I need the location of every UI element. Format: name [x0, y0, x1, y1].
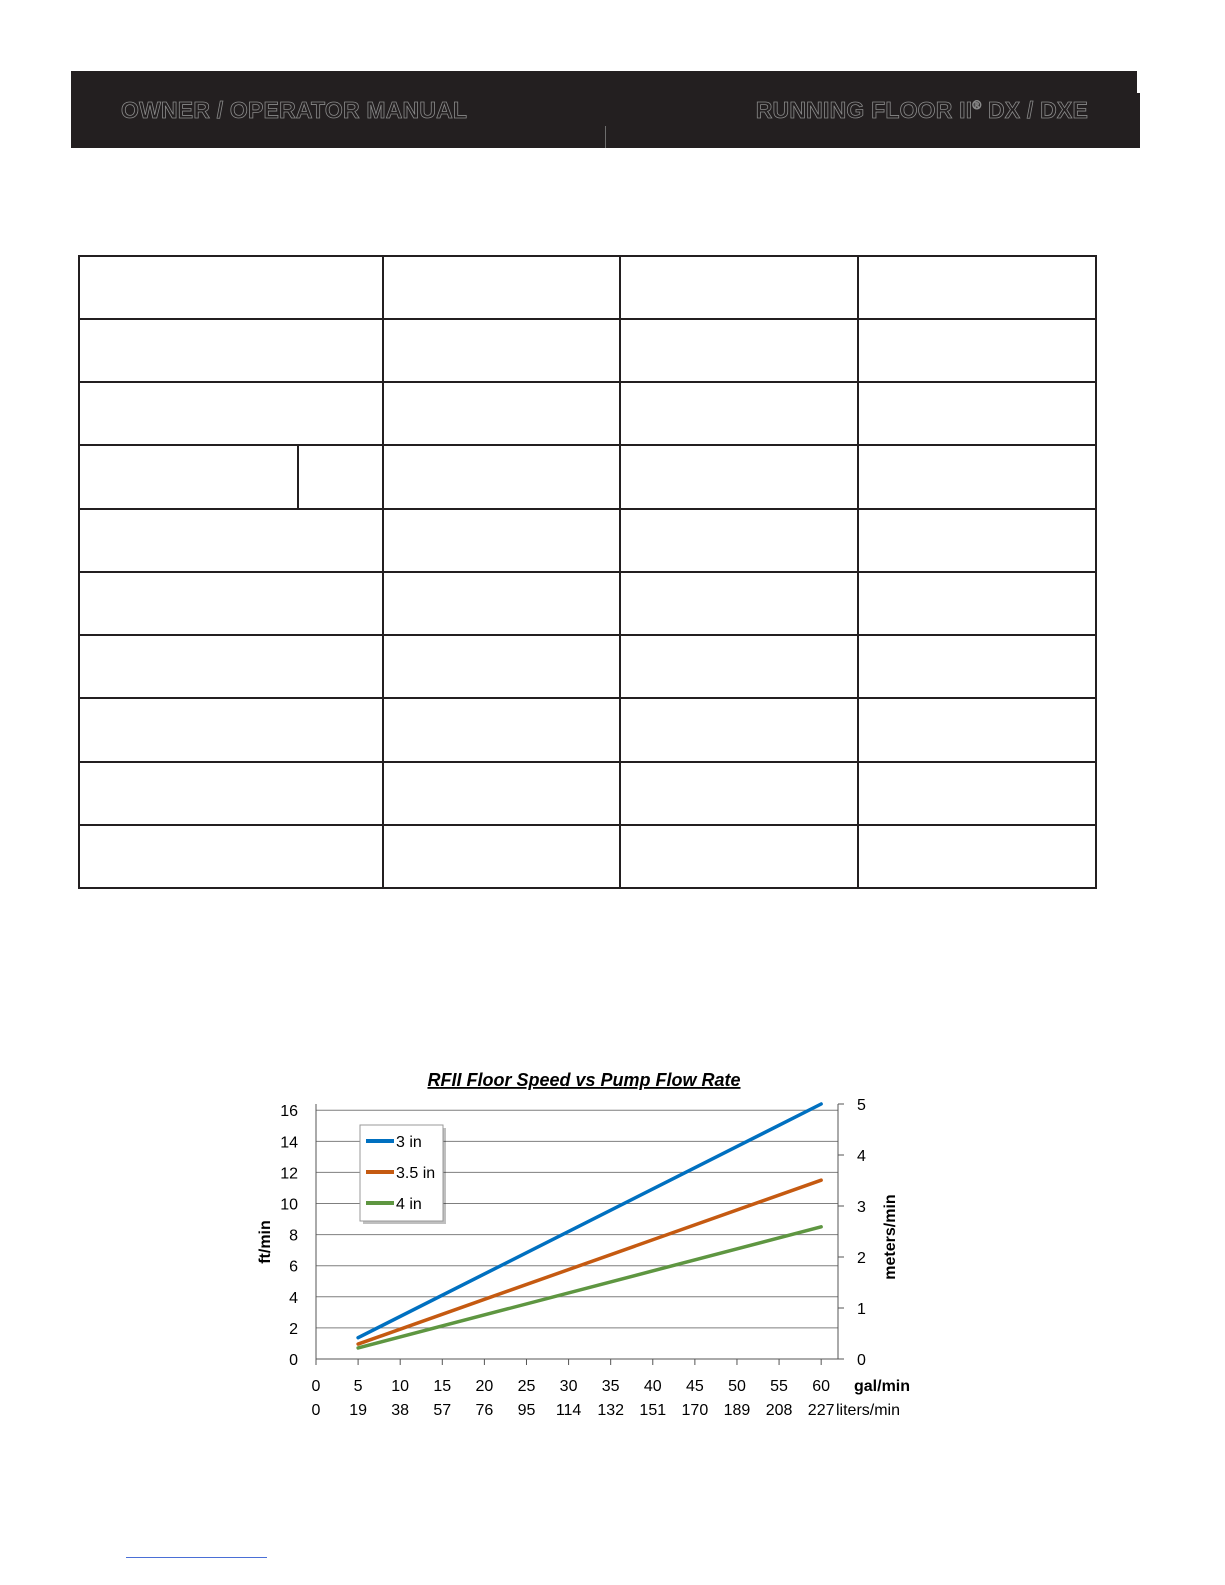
y-tick-label: 12 — [280, 1165, 298, 1183]
x2-tick-label: 132 — [597, 1402, 625, 1419]
x2-tick-label: 38 — [391, 1402, 410, 1419]
y2-axis-title: meters/min — [882, 1194, 899, 1280]
x2-tick-label: 189 — [723, 1402, 751, 1419]
x-tick-label: 10 — [391, 1378, 410, 1395]
x2-tick-label: 95 — [517, 1402, 536, 1419]
x-tick-label: 0 — [311, 1378, 321, 1395]
y-tick-label: 6 — [289, 1258, 298, 1276]
x-tick-label: 35 — [601, 1378, 620, 1395]
x-tick-label: 40 — [643, 1378, 662, 1395]
y-tick-label: 2 — [289, 1320, 298, 1338]
x-tick-label: 25 — [517, 1378, 536, 1395]
chart-title: RFII Floor Speed vs Pump Flow Rate — [427, 1070, 741, 1090]
x-tick-label: 50 — [728, 1378, 746, 1395]
x2-tick-label: 208 — [765, 1402, 793, 1419]
x2-tick-label: 76 — [475, 1402, 494, 1419]
y2-tick-label: 2 — [857, 1250, 866, 1267]
legend-label-1: 3 in — [396, 1134, 422, 1151]
x-tick-label: 5 — [353, 1378, 363, 1395]
y-axis-title: ft/min — [257, 1220, 274, 1264]
x2-tick-label: 0 — [311, 1402, 321, 1419]
y2-tick-label: 4 — [857, 1148, 866, 1165]
y-tick-label: 8 — [289, 1227, 298, 1245]
x-tick-label: 20 — [475, 1378, 494, 1395]
x2-tick-label: 170 — [681, 1402, 709, 1419]
y-tick-label: 4 — [289, 1289, 298, 1307]
x-axis-title: gal/min — [854, 1378, 911, 1395]
manual-title: OWNER / OPERATOR MANUAL — [121, 97, 468, 123]
y2-tick-label: 3 — [857, 1199, 866, 1216]
x2-tick-label: 227 — [807, 1402, 835, 1419]
y-tick-label: 16 — [280, 1103, 298, 1121]
series-line-3 — [358, 1227, 821, 1348]
x-tick-label: 60 — [812, 1378, 831, 1395]
y2-tick-label: 5 — [857, 1097, 866, 1114]
y2-tick-label: 0 — [857, 1352, 866, 1369]
y-tick-label: 14 — [280, 1134, 298, 1152]
x-tick-label: 55 — [770, 1378, 788, 1395]
y-tick-label: 0 — [289, 1352, 298, 1369]
x-tick-label: 45 — [685, 1378, 704, 1395]
legend-label-2: 3.5 in — [396, 1165, 436, 1182]
legend-label-3: 4 in — [396, 1196, 422, 1213]
y-tick-label: 10 — [280, 1196, 298, 1214]
footer-link-underline — [126, 1557, 267, 1558]
x2-axis-title: liters/min — [836, 1402, 901, 1419]
product-title: RUNNING FLOOR II® DX / DXE — [755, 97, 1088, 123]
x-tick-label: 15 — [433, 1378, 452, 1395]
registered-mark: ® — [972, 98, 982, 112]
x2-tick-label: 19 — [349, 1402, 367, 1419]
x2-tick-label: 151 — [639, 1402, 667, 1419]
x2-tick-label: 57 — [433, 1402, 452, 1419]
y2-tick-label: 1 — [857, 1301, 866, 1318]
x-tick-label: 30 — [559, 1378, 578, 1395]
x2-tick-label: 114 — [555, 1402, 582, 1419]
